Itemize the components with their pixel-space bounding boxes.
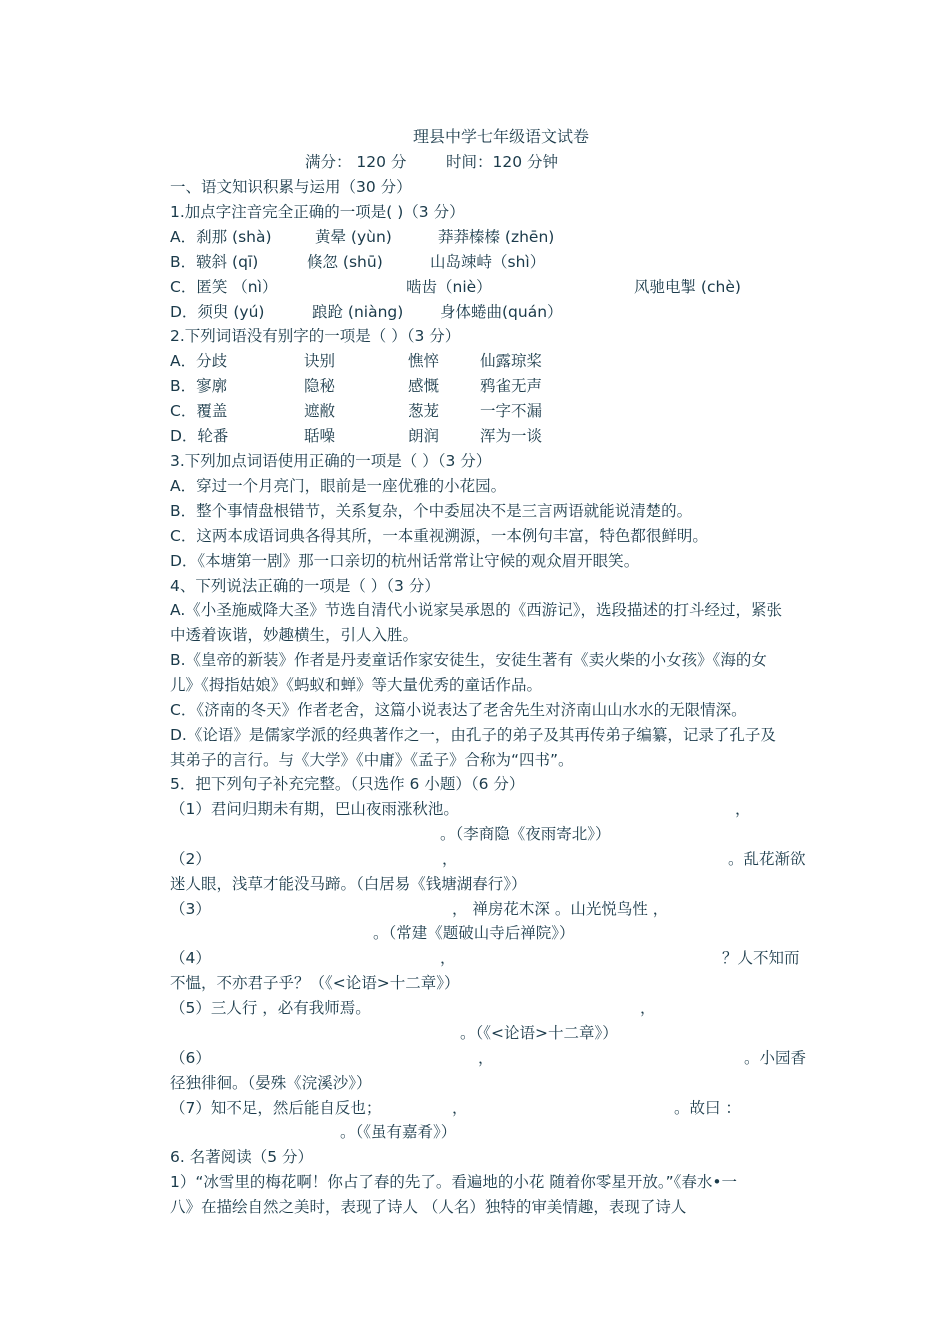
page-title: 理县中学七年级语文试卷 [413,127,590,146]
q4-option-d-line1: D.《论语》是儒家学派的经典著作之一，由孔子的弟子及其再传弟子编纂，记录了孔子及 [170,726,776,744]
q5-item-4-end: ？人不知而 [722,949,800,967]
q4-option-a-line2: 中透着诙谐，妙趣横生，引人入胜。 [170,626,419,644]
q5-item-6-label: （6） [170,1049,211,1067]
q2-option-d-2: 聒噪 [304,427,336,445]
q2-option-a-2: 诀别 [304,352,336,370]
q4-option-d-line2: 其弟子的言行。与《大学》《中庸》《孟子》合称为“四书”。 [170,751,574,769]
q5-item-2-line2: 迷人眼，浅草才能没马蹄。（白居易《钱塘湖春行》） [170,875,527,893]
q2-option-a-4: 仙露琼桨 [480,352,543,370]
q3-option-d: D．《本塘第一剧》那一口亲切的杭州话常常让守候的观众眉开眼笑。 [170,552,640,570]
q1-option-a-1: A．刹那 (shà) [170,228,272,246]
q5-item-2-label: （2） [170,850,211,868]
q5-item-2-end: 。乱花渐欲 [728,850,806,868]
q5-item-3-line2: 。（常建《题破山寺后禅院》） [373,924,575,942]
q2-option-d-3: 朗润 [408,427,440,445]
q5-item-7-comma: ， [452,1099,468,1117]
question-2-stem: 2.下列词语没有别字的一项是（ ）（3 分） [170,327,461,345]
q4-option-c: C．《济南的冬天》作者老舍，这篇小说表达了老舍先生对济南山山水水的无限情深。 [170,701,747,719]
q5-item-7-line2: 。（《虽有嘉肴》） [340,1123,457,1141]
q1-option-a-3: 莽莽榛榛 (zhēn) [438,228,555,246]
q2-option-b-3: 感慨 [408,377,440,395]
q1-option-b-3: 山岛竦峙（shì） [430,253,546,271]
q1-option-d-2: 踉跄 (niàng) [312,303,404,321]
q5-item-6-line2: 径独徘徊。（晏殊《浣溪沙》） [170,1074,372,1092]
q2-option-b-4: 鸦雀无声 [480,377,543,395]
q2-option-a-3: 憔悴 [408,352,440,370]
question-6-stem: 6. 名著阅读（5 分） [170,1148,314,1166]
q1-option-a-2: 黄晕 (yùn) [315,228,392,246]
q5-item-7-line1: （7）知不足，然后能自反也； [170,1099,382,1117]
q2-option-b-1: B．寥廓 [170,377,228,395]
q5-item-1-line2: 。（李商隐《夜雨寄北》） [440,825,611,843]
q1-option-b-2: 倏忽 (shū) [307,253,383,271]
q3-option-b: B．整个事情盘根错节，关系复杂，个中委屈决不是三言两语就能说清楚的。 [170,502,693,520]
q2-option-c-2: 遮敝 [304,402,336,420]
q3-option-c: C．这两本成语词典各得其所，一本重视溯源，一本例句丰富，特色都很鲜明。 [170,527,708,545]
q6-passage-line1: 1）“冰雪里的梅花啊！你占了春的先了。看遍地的小花 随着你零星开放。”《春水•一 [170,1173,737,1191]
section-heading: 一、语文知识积累与运用（30 分） [170,178,412,196]
q3-option-a: A．穿过一个月亮门，眼前是一座优雅的小花园。 [170,477,507,495]
q5-item-1-comma: ， [735,800,751,818]
q1-option-d-1: D．须臾 (yú) [170,303,265,321]
q1-option-c-1: C．匿笑 （nì） [170,278,278,296]
score-info: 满分： 120 分 [305,153,407,171]
q5-item-6-comma: ， [478,1049,494,1067]
q5-item-5-comma: ， [640,999,656,1017]
q5-item-4-label: （4） [170,949,211,967]
question-1-stem: 1.加点字注音完全正确的一项是( )（3 分） [170,203,465,221]
q5-item-2-comma: ， [442,850,458,868]
q2-option-d-1: D．轮番 [170,427,229,445]
q5-item-5-line1: （5）三人行 ，必有我师焉。 [170,999,371,1017]
q1-option-c-2: 啮齿（niè） [406,278,492,296]
q5-item-3-label: （3） [170,900,211,918]
question-4-stem: 4、下列说法正确的一项是（ ）（3 分） [170,577,440,595]
q5-item-5-line2: 。（《<论语>十二章》） [460,1024,618,1042]
q5-item-7-end: 。故曰 ： [674,1099,741,1117]
q5-item-1-line1: （1）君问归期未有期，巴山夜雨涨秋池。 [170,800,459,818]
q1-option-d-3: 身体蜷曲(quán） [440,303,563,321]
q2-option-d-4: 浑为一谈 [480,427,543,445]
q4-option-b-line2: 儿》《拇指姑娘》《蚂蚁和蝉》等大量优秀的童话作品。 [170,676,543,694]
question-3-stem: 3.下列加点词语使用正确的一项是（ ）（3 分） [170,452,492,470]
q1-option-b-1: B．皲斜 (qī) [170,253,259,271]
q6-passage-line2: 八》在描绘自然之美时，表现了诗人 （人名）独特的审美情趣，表现了诗人 [170,1198,687,1216]
q5-item-4-comma: ， [440,949,456,967]
q1-option-c-3: 风驰电掣 (chè) [634,278,741,296]
q2-option-b-2: 隐秘 [304,377,336,395]
q2-option-c-4: 一字不漏 [480,402,543,420]
q2-option-a-1: A．分歧 [170,352,228,370]
q5-item-3-mid: ， 禅房花木深 。山光悦鸟性 ， [452,900,669,918]
time-info: 时间：120 分钟 [446,153,559,171]
question-5-stem: 5．把下列句子补充完整。（只选作 6 小题）（6 分） [170,775,525,793]
q2-option-c-1: C．覆盖 [170,402,228,420]
q4-option-b-line1: B.《皇帝的新装》作者是丹麦童话作家安徒生，安徒生著有《卖火柴的小女孩》《海的女 [170,651,767,669]
q2-option-c-3: 葱茏 [408,402,440,420]
q5-item-4-line2: 不愠，不亦君子乎？（《<论语>十二章》） [170,974,460,992]
q5-item-6-end: 。小园香 [744,1049,807,1067]
q4-option-a-line1: A.《小圣施威降大圣》节选自清代小说家吴承恩的《西游记》，选段描述的打斗经过，紧张 [170,601,783,619]
